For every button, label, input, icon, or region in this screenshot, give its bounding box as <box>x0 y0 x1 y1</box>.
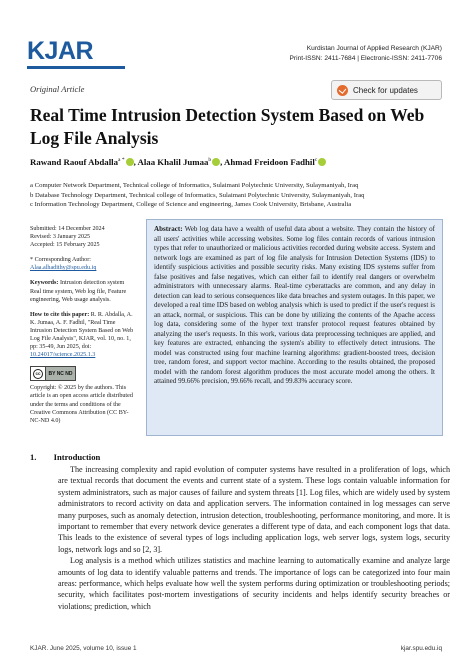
license-text: Copyright: © 2025 by the authors. This article is an open access article distributed under the terms and conditions of the Creative Commons Attribution (CC BY-NC-ND 4.0) <box>30 385 133 424</box>
paper-title: Real Time Intrusion Detection System Based on Web Log File Analysis <box>30 105 425 148</box>
footer-url[interactable]: kjar.spu.edu.iq <box>400 645 442 652</box>
accepted-date: Accepted: 15 February 2025 <box>30 242 100 249</box>
footer-citation: KJAR. June 2025, volume 10, issue 1 <box>30 645 137 652</box>
logo-underline <box>27 66 125 69</box>
cc-logo-area <box>31 367 46 380</box>
check-updates-icon <box>337 85 348 96</box>
citation <box>30 311 136 360</box>
section-heading: 1. Introduction <box>30 452 101 462</box>
article-type: Original Article <box>30 84 85 94</box>
corresponding-email-link[interactable]: Alaa.alhadithy@spu.edu.iq <box>30 265 97 272</box>
journal-name: Kurdistan Journal of Applied Research (KJAR) <box>306 45 442 52</box>
author-sup: b <box>208 157 212 164</box>
author-separator: , <box>220 157 225 167</box>
orcid-icon[interactable] <box>212 158 220 166</box>
journal-issn: Print-ISSN: 2411-7684 | Electronic-ISSN: 2411-7706 <box>289 55 442 62</box>
cite-label: How to cite this paper: <box>30 311 90 318</box>
author-list <box>30 157 450 167</box>
submitted-date: Submitted: 14 December 2024 <box>30 226 105 232</box>
affiliation-item: b Database Technology Department, Technical college of Informatics, Sulaimani Polytechnic University, Sulaymaniyah, Iraq <box>30 191 365 199</box>
paragraph: Log analysis is a method which utilizes statistics and machine learning to automatically examine and analyze large amounts of log data to identify valuable patterns and trends. The importance of logs can be categorized into four main areas: performance, which helps evaluate how well the system performs during optimization or troubleshooting periods; security, which facilitates post-mortem investigations of security incidents and helps identify security breaches or violations; prediction, which <box>58 556 450 611</box>
author-separator: , <box>133 157 138 167</box>
affiliations <box>30 181 450 210</box>
abstract-label: Abstract: <box>154 225 183 233</box>
revised-date: Revised: 3 January 2025 <box>30 234 91 241</box>
author-name: Alaa Khalil Jumaa <box>137 157 209 167</box>
section-body <box>58 464 450 612</box>
corresponding-label: * Corresponding Author: <box>30 257 91 264</box>
abstract-text: Web log data have a wealth of useful data about a website. They contain the history of all users' activities while accessing websites. Some log files contain records of various intrusion types that refer to unauthorized or malicious activities recorded during website access. System and network logs are examined as part of log file analysis for Intrusion Detection Systems (IDS) to identify suspicious activities and possible security risks. Many existing IDS systems suffer from false positives and false negatives, which can either fail to identify real dangers or overwhelm administrators with unnecessary alarms. Real-time cyberattacks are common, and any delay in detection can lead to serious consequences like data breaches and system outages. In this paper, we developed a real time IDS based on weblog analysis which is used to predict if the user's request is an attack, normal, or suspicious. This can be done by utilizing the contents of the Apache access log data, considering some of the hyper text transfer protocol request features obtained by analyzing the user's requests. In this work, various data preprocessing techniques are applied, and key features are extracted, enhancing the system's ability to effectively detect intrusions. The model was constructed using four machine learning algorithms: gradient-boosted trees, decision tree, random forest, and support vector machine. According to the results obtained, the proposed model with the random forest algorithm produces the most accurate model among the others. It attained 99.66% precision, 99.66% recall, and 99.83% accuracy score. <box>154 225 435 385</box>
article-sidebar <box>30 225 136 425</box>
keywords-label: Keywords: <box>30 280 59 287</box>
author-name: Rawand Raouf Abdalla <box>30 157 118 167</box>
article-dates <box>30 225 136 249</box>
author-sup: a * <box>118 157 125 164</box>
author-name: Ahmad Freidoon Fadhil <box>224 157 315 167</box>
orcid-icon[interactable] <box>126 158 134 166</box>
doi-link[interactable]: 10.24017/science.2025.1.3 <box>30 352 96 359</box>
corresponding-author <box>30 256 136 272</box>
cc-terms: BY NC ND <box>46 367 75 380</box>
check-for-updates-button[interactable] <box>331 80 442 100</box>
paragraph: The increasing complexity and rapid evolution of computer systems have resulted in a proliferation of logs, which are textual records that document the events and current state of a system. These logs contain valuable information for system administrators, such as major causes of failure and system threats [1]. Log files, which are widely used by system administrators to record activity on data and application servers. The information contained in log messages can serve many purposes, such as anomaly detection, intrusion detection, troubleshooting, performance monitoring, and more. It is important to remember that every network device generates a different type of data, and each component logs that data. This leads to the existence of several types of logs including application logs, web server logs, system logs, security logs, network logs and so [2, 3]. <box>58 465 451 554</box>
cc-icon: cc <box>33 369 43 379</box>
keywords <box>30 279 136 303</box>
cite-text: R. R. Abdalla, A. K. Jumaa, A. F. Fadhil, "Real Time Intrusion Detection System Based on Web Log File Analysis", KJAR, vol. 10, no. 1, pp: 35-49, Jun 2025, doi: <box>30 311 134 351</box>
affiliation-item: c Information Technology Department, College of Science and engineering, James Cook University, Brisbane, Australia <box>30 201 352 209</box>
journal-logo <box>27 37 125 66</box>
journal-info <box>290 44 442 64</box>
keywords-text: Intrusion detection system Real time system, Web log file, Feature engineering, Web usage analysis. <box>30 280 127 303</box>
creative-commons-badge[interactable] <box>30 366 76 381</box>
abstract-box <box>146 219 443 436</box>
logo-text: KJAR <box>27 37 94 65</box>
orcid-icon[interactable] <box>318 158 326 166</box>
check-updates-label: Check for updates <box>353 85 418 95</box>
affiliation-item: a Computer Network Department, Technical college of Informatics, Sulaimani Polytechnic University, Sulaymaniyah, Iraq <box>30 182 359 189</box>
author-sup: c <box>314 157 318 164</box>
